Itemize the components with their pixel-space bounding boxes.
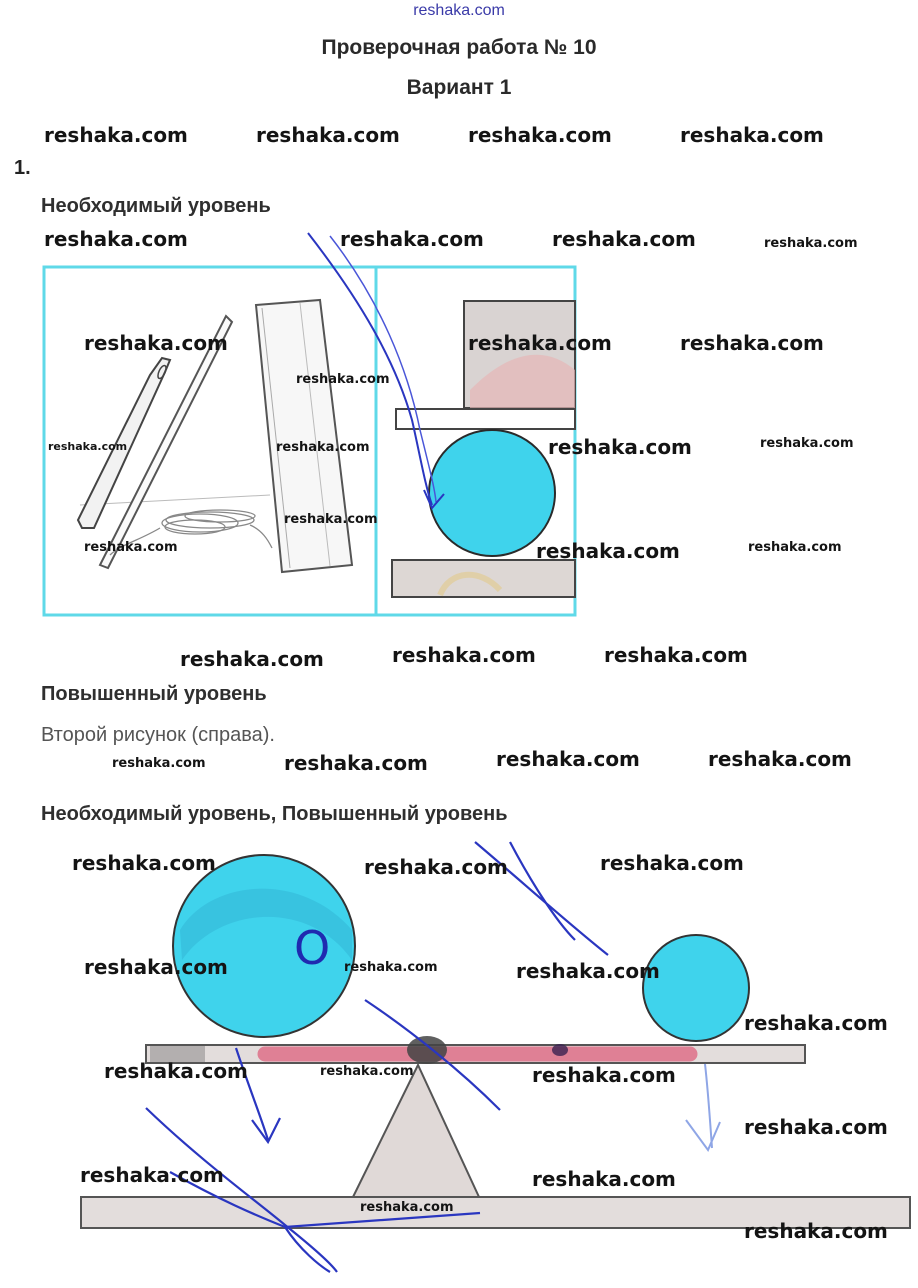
watermark: reshaka.com: [112, 756, 206, 771]
watermark: reshaka.com: [744, 1219, 888, 1243]
watermark: reshaka.com: [536, 539, 680, 563]
small-ball: [643, 935, 749, 1041]
watermark: reshaka.com: [284, 512, 378, 527]
watermark: reshaka.com: [104, 1059, 248, 1083]
watermark: reshaka.com: [532, 1063, 676, 1087]
task-number: 1.: [14, 157, 31, 179]
page-title: Проверочная работа № 10: [321, 36, 597, 59]
watermark: reshaka.com: [72, 851, 216, 875]
watermark: reshaka.com: [516, 959, 660, 983]
watermark: reshaka.com: [744, 1011, 888, 1035]
watermark: reshaka.com: [680, 123, 824, 147]
watermark: reshaka.com: [276, 440, 370, 455]
watermark: reshaka.com: [48, 440, 128, 453]
watermark: reshaka.com: [708, 747, 852, 771]
section-answer: Второй рисунок (справа).: [41, 724, 275, 746]
watermark: reshaka.com: [748, 540, 842, 555]
watermark: reshaka.com: [552, 227, 696, 251]
watermark: reshaka.com: [532, 1167, 676, 1191]
watermark: reshaka.com: [496, 747, 640, 771]
section-heading-advanced: Повышенный уровень: [41, 683, 267, 705]
watermark: reshaka.com: [44, 227, 188, 251]
watermark: reshaka.com: [84, 955, 228, 979]
watermark: reshaka.com: [548, 435, 692, 459]
variant-title: Вариант 1: [406, 76, 512, 99]
watermark: reshaka.com: [760, 436, 854, 451]
watermark: reshaka.com: [600, 851, 744, 875]
watermark: reshaka.com: [340, 227, 484, 251]
watermark: reshaka.com: [468, 123, 612, 147]
watermark: reshaka.com: [84, 331, 228, 355]
watermark: reshaka.com: [44, 123, 188, 147]
section-heading-required: Необходимый уровень: [41, 195, 271, 217]
pivot-mark: [407, 1036, 447, 1064]
section-heading-combined: Необходимый уровень, Повышенный уровень: [41, 803, 508, 825]
watermark: reshaka.com: [84, 540, 178, 555]
watermark: reshaka.com: [764, 236, 858, 251]
watermark: reshaka.com: [468, 331, 612, 355]
watermark: reshaka.com: [284, 751, 428, 775]
watermark: reshaka.com: [344, 960, 438, 975]
watermark: reshaka.com: [256, 123, 400, 147]
fulcrum-triangle: [353, 1065, 479, 1197]
watermark: reshaka.com: [680, 331, 824, 355]
watermark: reshaka.com: [80, 1163, 224, 1187]
watermark: reshaka.com: [320, 1064, 414, 1079]
ball-mark-o: O: [294, 921, 331, 975]
watermark: reshaka.com: [744, 1115, 888, 1139]
watermark: reshaka.com: [296, 372, 390, 387]
watermark: reshaka.com: [360, 1200, 454, 1215]
watermark: reshaka.com: [392, 643, 536, 667]
site-url-top[interactable]: reshaka.com: [413, 2, 505, 19]
watermark: reshaka.com: [180, 647, 324, 671]
watermark: reshaka.com: [604, 643, 748, 667]
watermark: reshaka.com: [364, 855, 508, 879]
light-pen-arrow: [686, 1064, 720, 1150]
